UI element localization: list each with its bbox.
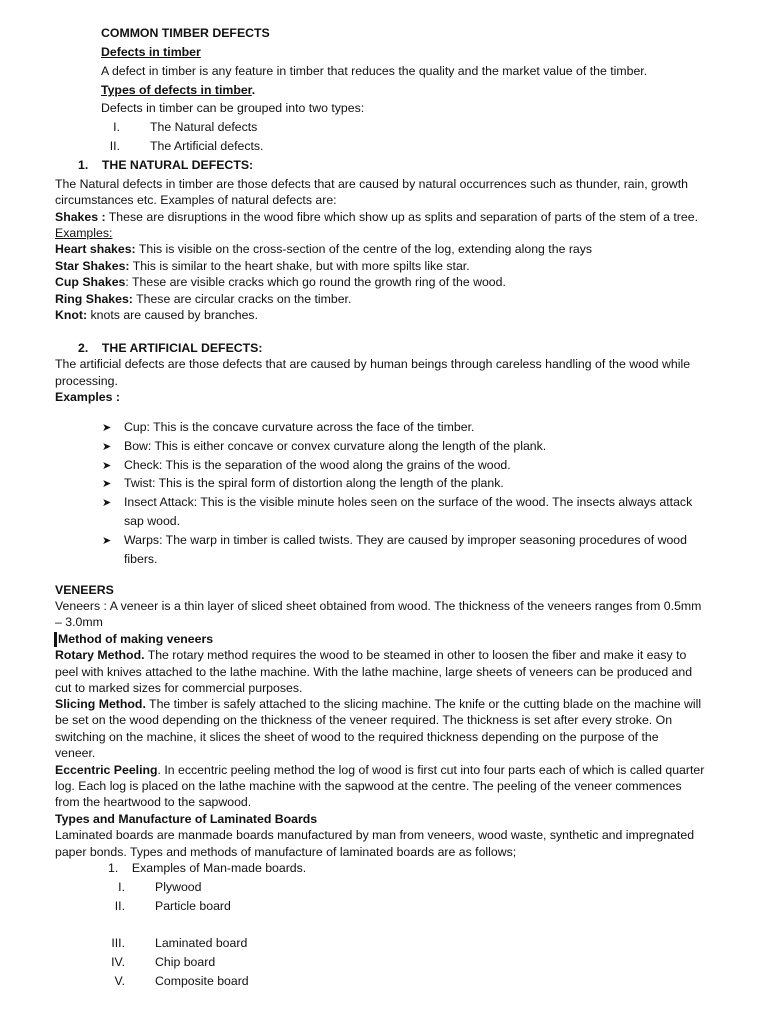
bullet-item: Insect Attack: This is the visible minute holes seen on the surface of the wood. The insects always attack [124, 495, 693, 509]
natural-intro-line: circumstances etc. Examples of natural defects are: [55, 193, 337, 207]
artificial-intro-line: The artificial defects are those defects that are caused by human beings through careless handling of the wood while [55, 357, 691, 371]
rotary-line [55, 647, 686, 663]
board-list-item [105, 954, 215, 970]
arrow-bullet-icon: ➤ [102, 422, 112, 434]
list-number: V. [114, 974, 125, 988]
laminated-intro: Laminated boards are manmade boards manufactured by man from veneers, wood waste, synthetic and impregnated [55, 828, 695, 842]
list-text: Chip board [155, 955, 216, 969]
bullet-item: Twist: This is the spiral form of distortion along the length of the plank. [124, 476, 504, 490]
slicing-line [55, 696, 701, 712]
types-heading [101, 82, 255, 98]
item-label: Knot: [55, 308, 88, 322]
board-list-item [105, 898, 231, 914]
list-number: IV. [111, 955, 125, 969]
bullet-item: Bow: This is either concave or convex curvature along the length of the plank. [124, 439, 547, 453]
examples-label: Examples: [55, 226, 113, 240]
natural-item [55, 274, 506, 290]
board-list-item [105, 973, 249, 989]
veneers-heading: VENEERS [55, 583, 114, 597]
arrow-bullet-icon: ➤ [102, 535, 112, 547]
laminated-heading: Types and Manufacture of Laminated Boards [55, 812, 318, 826]
list-text: Laminated board [155, 936, 248, 950]
arrow-bullet-icon: ➤ [102, 460, 112, 472]
list-text: Composite board [155, 974, 249, 988]
types-heading-text: Types of defects in timber [101, 83, 252, 97]
item-text: These are circular cracks on the timber. [132, 292, 352, 306]
shakes-definition [55, 209, 698, 225]
shakes-text: These are disruptions in the wood fibre which show up as splits and separation of parts of the stem of a tree. [105, 210, 698, 224]
bullet-item-continuation: sap wood. [124, 514, 181, 528]
artificial-defects-heading: 2. THE ARTIFICIAL DEFECTS: [78, 341, 263, 355]
board-list-item [105, 935, 247, 951]
item-label: Star Shakes: [55, 259, 130, 273]
list-text: Particle board [155, 899, 231, 913]
slicing-label: Slicing Method. [55, 697, 146, 711]
board-list-item [105, 879, 201, 895]
item-label: Cup Shakes [55, 275, 126, 289]
types-intro: Defects in timber can be grouped into two types: [101, 101, 365, 115]
natural-intro-line: The Natural defects in timber are those defects that are caused by natural occurrences such as thunder, rain, growth [55, 177, 688, 191]
artificial-intro-line: processing. [55, 374, 118, 388]
eccentric-line [55, 762, 704, 778]
list-number: II. [109, 139, 120, 153]
types-heading-dot: . [251, 83, 256, 97]
bullet-item: Warps: The warp in timber is called twists. They are caused by improper seasoning procedures of wood [124, 533, 687, 547]
item-text: This is visible on the cross-section of the centre of the log, extending along the rays [135, 242, 593, 256]
rotary-line: cut to marked sizes for commercial purposes. [55, 681, 303, 695]
arrow-bullet-icon: ➤ [102, 441, 112, 453]
slicing-line: switching on the machine, it slices the sheet of wood to the required thickness depending on the purpose of the [55, 730, 659, 744]
defects-heading: Defects in timber [101, 45, 201, 59]
natural-item [55, 307, 258, 323]
list-text: Plywood [155, 880, 202, 894]
list-text: The Natural defects [150, 120, 258, 134]
slicing-text: The timber is safely attached to the slicing machine. The knife or the cutting blade on the machine will [145, 697, 702, 711]
bullet-item: Cup: This is the concave curvature across the face of the timber. [124, 420, 475, 434]
laminated-subheading: 1. Examples of Man-made boards. [108, 861, 307, 875]
rotary-label: Rotary Method. [55, 648, 145, 662]
item-label: Ring Shakes: [55, 292, 133, 306]
document-title: COMMON TIMBER DEFECTS [101, 26, 270, 40]
defect-definition: A defect in timber is any feature in timber that reduces the quality and the market value of the timber. [101, 64, 648, 78]
veneers-definition: Veneers : A veneer is a thin layer of sliced sheet obtained from wood. The thickness of the veneers ranges from 0.5mm [55, 599, 702, 613]
types-list-item [100, 119, 257, 135]
arrow-bullet-icon: ➤ [102, 478, 112, 490]
item-text: This is similar to the heart shake, but with more spilts like star. [129, 259, 470, 273]
text-cursor [54, 632, 57, 647]
veneers-definition: – 3.0mm [55, 615, 103, 629]
laminated-intro: paper bonds. Types and methods of manufacture of laminated boards are as follows; [55, 845, 517, 859]
method-heading: Method of making veneers [58, 632, 214, 646]
eccentric-line: log. Each log is placed on the lathe machine with the sapwood at the centre. The peeling of the veneer commences [55, 779, 682, 793]
shakes-label: Shakes : [55, 210, 106, 224]
eccentric-line: from the heartwood to the sapwood. [55, 795, 252, 809]
natural-defects-heading: 1. THE NATURAL DEFECTS: [78, 158, 254, 172]
list-text: The Artificial defects. [150, 139, 264, 153]
bullet-item: Check: This is the separation of the wood along the grains of the wood. [124, 458, 511, 472]
artificial-examples-label: Examples : [55, 390, 120, 404]
types-list-item [100, 138, 263, 154]
eccentric-text: . In eccentric peeling method the log of wood is first cut into four parts each of which is called quarter [157, 763, 705, 777]
bullet-item-continuation: fibers. [124, 552, 158, 566]
eccentric-label: Eccentric Peeling [55, 763, 158, 777]
natural-item [55, 258, 470, 274]
item-label: Heart shakes: [55, 242, 136, 256]
list-number: I. [118, 880, 125, 894]
slicing-line: veneer. [55, 746, 96, 760]
list-number: I. [113, 120, 120, 134]
list-number: III. [111, 936, 125, 950]
arrow-bullet-icon: ➤ [102, 497, 112, 509]
rotary-line: peel with knives attached to the lathe machine. With the lathe machine, large sheets of veneers can be produced and [55, 665, 693, 679]
natural-item [55, 241, 592, 257]
rotary-text: The rotary method requires the wood to be steamed in other to loosen the fiber and make it easy to [144, 648, 687, 662]
slicing-line: be set on the wood depending on the thickness of the veneer required. The thickness is set after every stroke. On [55, 713, 673, 727]
item-text: : These are visible cracks which go round the growth ring of the wood. [125, 275, 506, 289]
item-text: knots are caused by branches. [87, 308, 258, 322]
list-number: II. [114, 899, 125, 913]
natural-item [55, 291, 351, 307]
